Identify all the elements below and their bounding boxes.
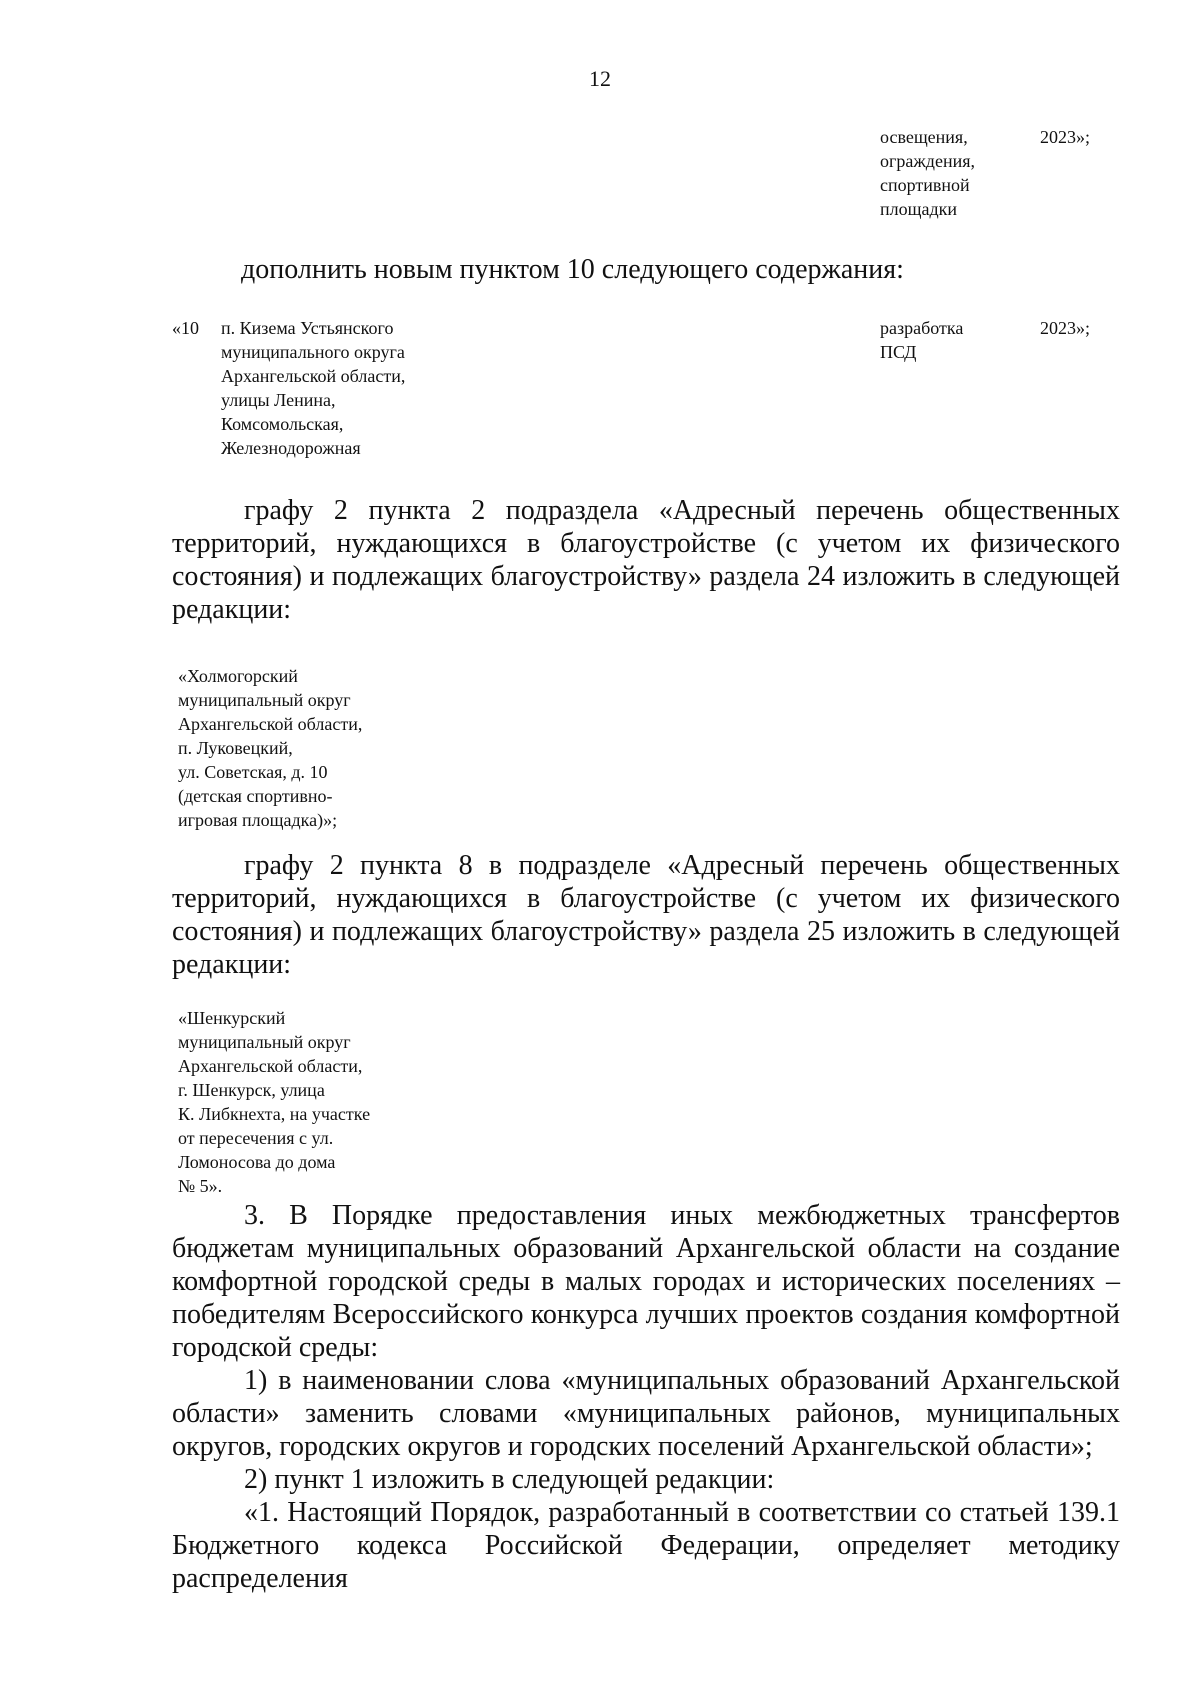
quote-line: Архангельской области,: [178, 1056, 363, 1076]
quote-point-line: «1. Настоящий Порядок, разработанный в соответствии со статьей 139.1: [244, 1497, 1120, 1528]
table1-work-line: освещения,: [880, 127, 968, 147]
quote-line: муниципальный округ: [178, 1032, 351, 1052]
quote-line: г. Шенкурск, улица: [178, 1080, 325, 1100]
table2-address-line: Архангельской области,: [221, 366, 406, 386]
table2-address-line: муниципального округа: [221, 342, 405, 362]
paragraph-line: графу 2 пункта 2 подраздела «Адресный перечень общественных: [244, 495, 1120, 526]
intro-new-point: дополнить новым пунктом 10 следующего содержания:: [241, 254, 904, 285]
paragraph-line: редакции:: [172, 594, 292, 625]
quote-shenkursky: [178, 1006, 370, 1198]
quote-line: Ломоносова до дома: [178, 1152, 336, 1172]
table2-year-cell: 2023»;: [1040, 318, 1091, 338]
quote-line: от пересечения с ул.: [178, 1128, 334, 1148]
table1-work-line: спортивной: [880, 175, 970, 195]
table2-work-line: разработка: [880, 318, 964, 338]
quote-line: К. Либкнехта, на участке: [178, 1104, 371, 1124]
table1-year-cell: 2023»;: [1040, 127, 1091, 147]
quote-line: Архангельской области,: [178, 714, 363, 734]
item-line: 1) в наименовании слова «муниципальных образований Архангельской: [244, 1365, 1120, 1396]
paragraph-line: редакции:: [172, 949, 292, 980]
table2-address-line: п. Кизема Устьянского: [221, 318, 394, 338]
quote-line: «Холмогорский: [178, 666, 298, 686]
paragraph-section25: [172, 849, 1120, 981]
paragraph-line: территорий, нуждающихся в благоустройстве (с учетом их физического: [172, 528, 1120, 559]
quote-line: № 5».: [178, 1176, 223, 1196]
quote-line: муниципальный округ: [178, 690, 351, 710]
quote-line: игровая площадка)»;: [178, 810, 338, 830]
quote-point-line: Бюджетного кодекса Российской Федерации, определяет методику распределения: [172, 1530, 1120, 1594]
section-line: бюджетам муниципальных образований Архангельской области на создание: [172, 1233, 1120, 1264]
table1-work-line: площадки: [880, 199, 958, 219]
item-2: 2) пункт 1 изложить в следующей редакции:: [244, 1464, 775, 1495]
table2-address-line: Комсомольская,: [221, 414, 344, 434]
table2-work-cell: [880, 316, 963, 364]
paragraph-section24: [172, 494, 1120, 626]
table2-address-line: Железнодорожная: [221, 438, 361, 458]
section-line: 3. В Порядке предоставления иных межбюджетных трансфертов: [244, 1200, 1120, 1231]
table2-address-line: улицы Ленина,: [221, 390, 336, 410]
page-number: 12: [589, 66, 611, 91]
paragraph-line: территорий, нуждающихся в благоустройстве (с учетом их физического: [172, 883, 1120, 914]
quote-line: (детская спортивно-: [178, 786, 333, 806]
table1-work-line: ограждения,: [880, 151, 976, 171]
table1-work-cell: [880, 125, 975, 221]
quote-point-1: [172, 1496, 1120, 1595]
quote-kholmogorsky: [178, 664, 362, 832]
quote-line: п. Луковецкий,: [178, 738, 293, 758]
table2-number-cell: «10: [172, 318, 199, 338]
quote-line: «Шенкурский: [178, 1008, 286, 1028]
item-1: [172, 1364, 1120, 1463]
table2-work-line: ПСД: [880, 342, 917, 362]
paragraph-line: состояния) и подлежащих благоустройству» раздела 24 изложить в следующей: [172, 561, 1120, 592]
table2-address-cell: [221, 316, 405, 460]
section-line: комфортной городской среды в малых городах и исторических поселениях –: [172, 1266, 1120, 1297]
section-line: городской среды:: [172, 1332, 379, 1363]
paragraph-line: графу 2 пункта 8 в подразделе «Адресный перечень общественных: [244, 850, 1120, 881]
item-line: области» заменить словами «муниципальных районов, муниципальных: [172, 1398, 1120, 1429]
quote-line: ул. Советская, д. 10: [178, 762, 328, 782]
item-line: округов, городских округов и городских поселений Архангельской области»;: [172, 1431, 1093, 1462]
section-line: победителям Всероссийского конкурса лучших проектов создания комфортной: [172, 1299, 1120, 1330]
section-3: [172, 1199, 1120, 1364]
paragraph-line: состояния) и подлежащих благоустройству» раздела 25 изложить в следующей: [172, 916, 1120, 947]
